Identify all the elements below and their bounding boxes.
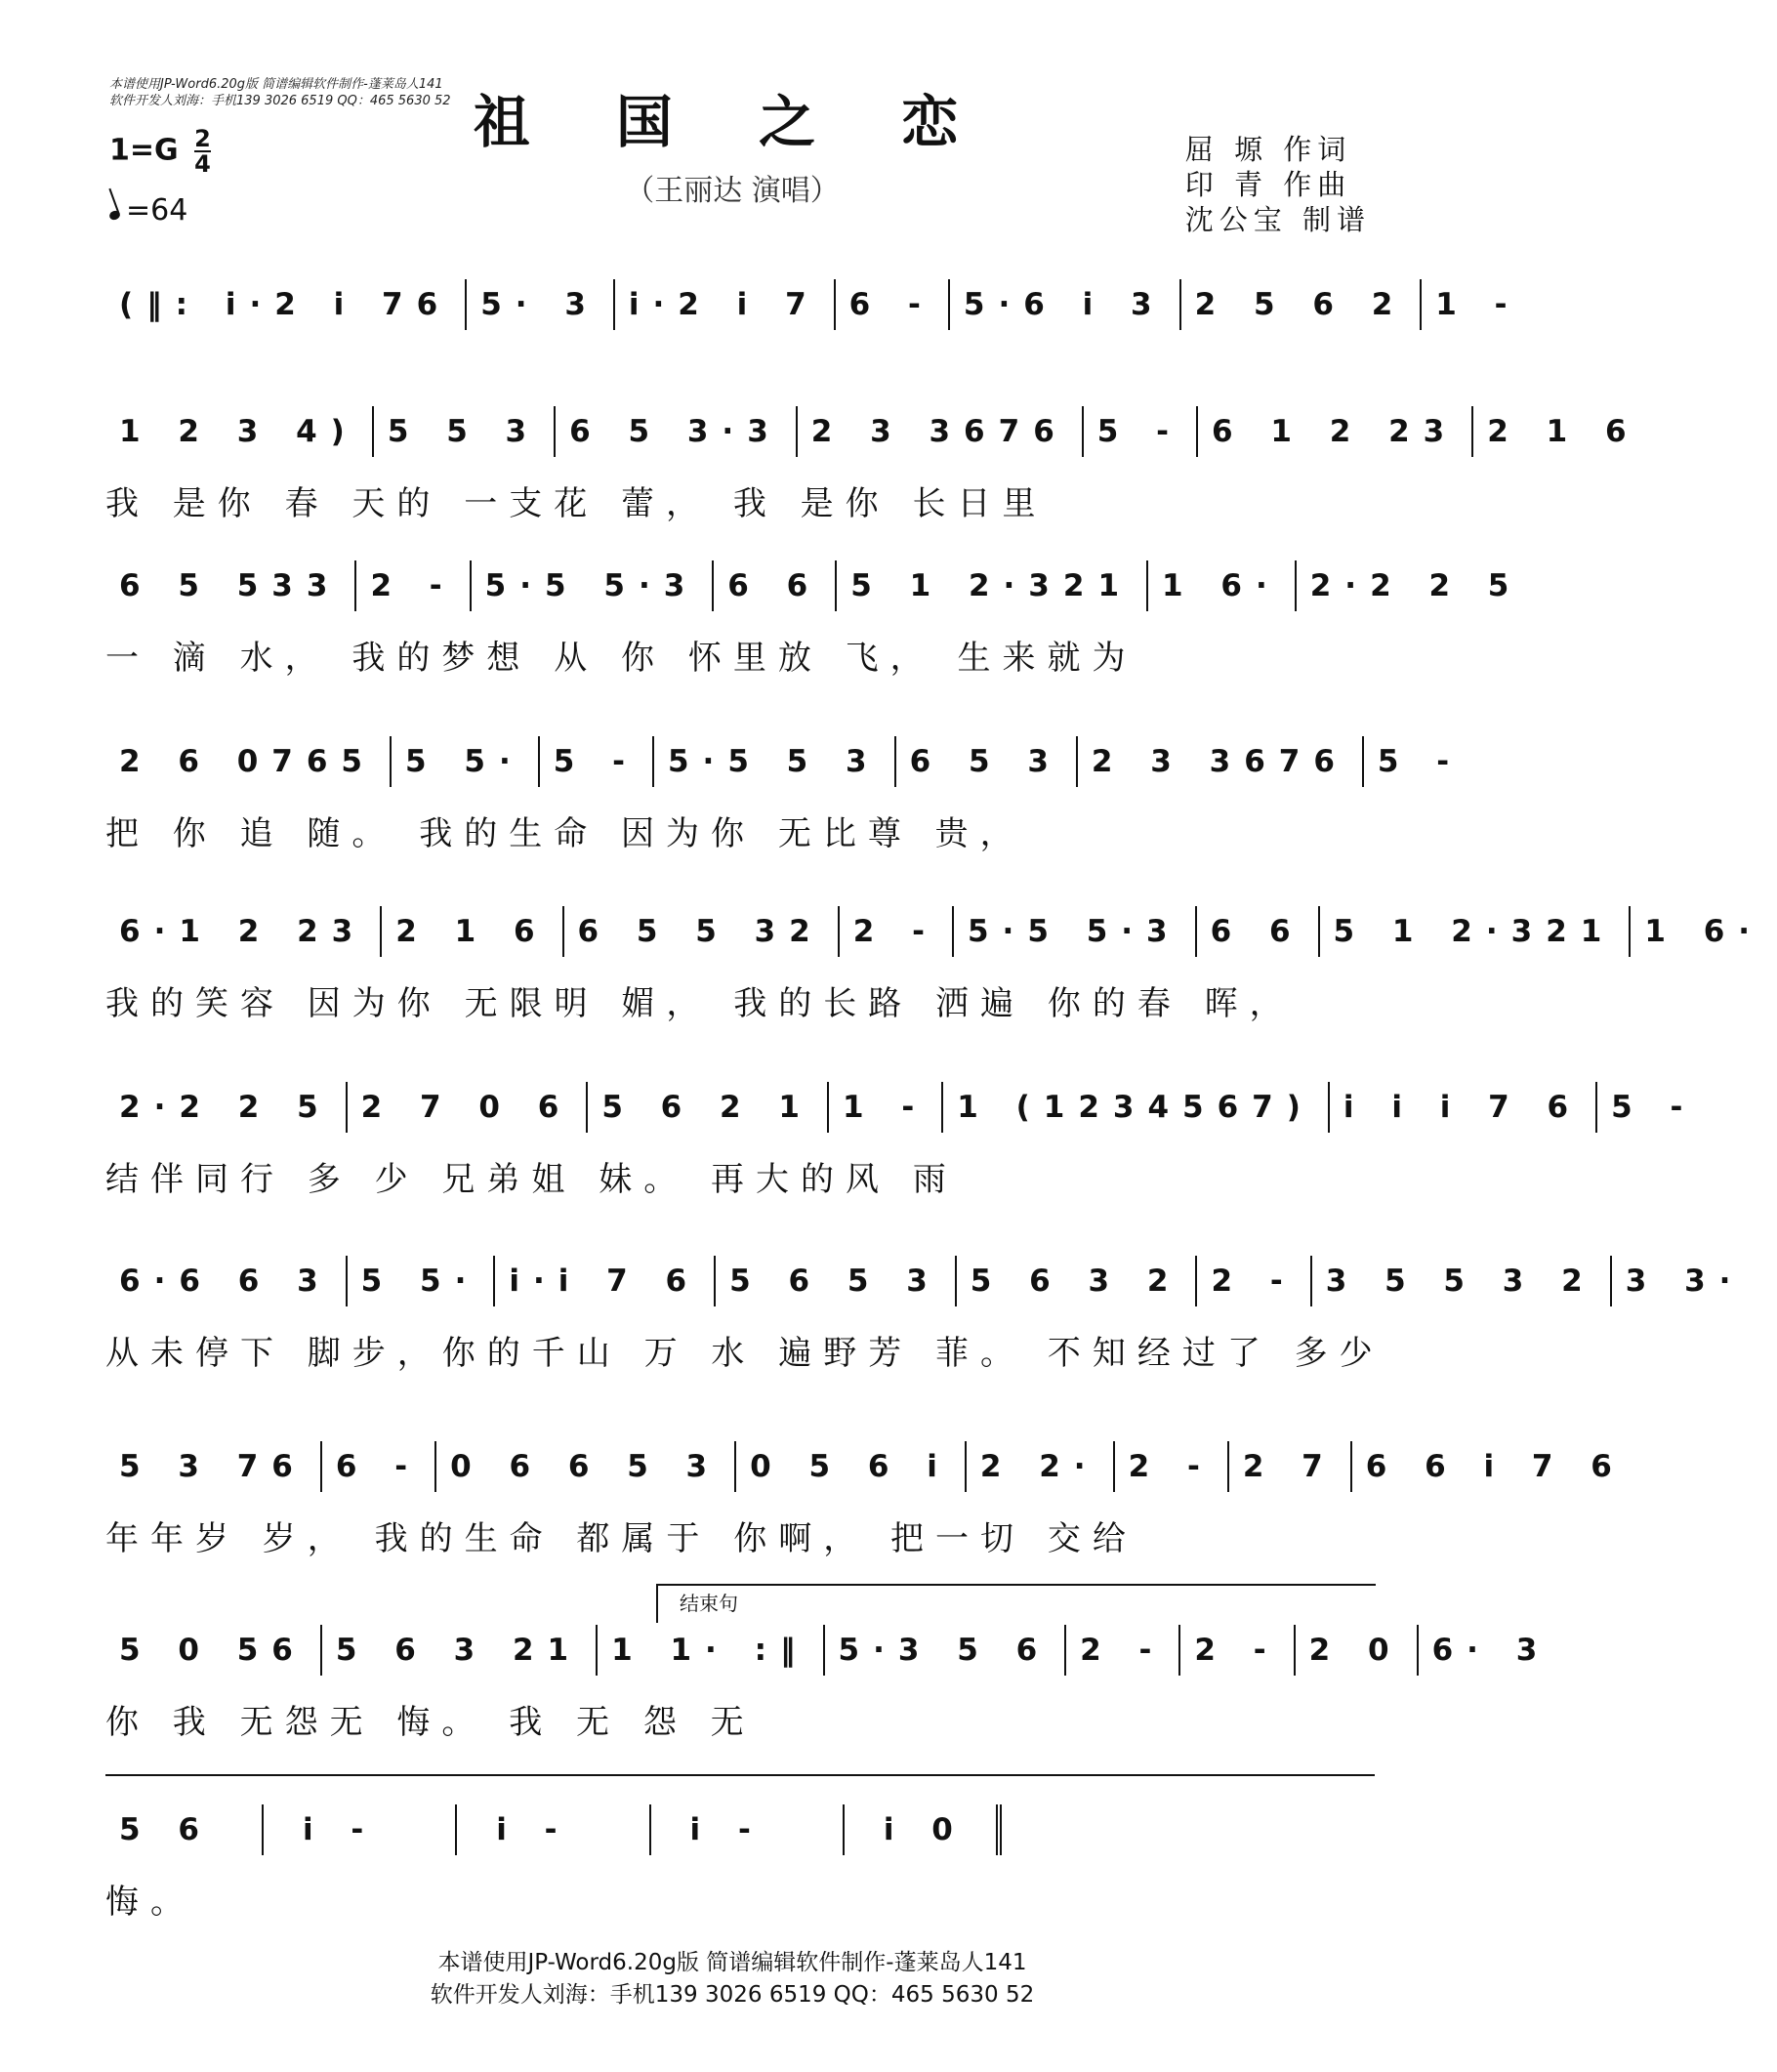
song-title: 祖 国 之 恋 bbox=[473, 89, 992, 155]
credits-block bbox=[1185, 132, 1371, 237]
measure: i·i 7 6 bbox=[495, 1256, 716, 1306]
measure: i - bbox=[264, 1804, 457, 1855]
notation-row bbox=[105, 410, 1640, 453]
measure: 1 (1234567) bbox=[943, 1082, 1330, 1133]
measure: 3 5 5 3 2 bbox=[1312, 1256, 1612, 1306]
singer-credit: （王丽达 演唱） bbox=[625, 174, 840, 208]
measure: 2 1 6 bbox=[382, 906, 563, 957]
measure: 5 6 3 21 bbox=[322, 1625, 598, 1676]
measure: i - bbox=[457, 1804, 650, 1855]
footer-line-1: 本谱使用JP-Word6.20g版 简谱编辑软件制作-蓬莱岛人141 bbox=[437, 1950, 1027, 1975]
measure: 2 - bbox=[1115, 1441, 1229, 1492]
notation-row bbox=[105, 910, 1764, 953]
measure: 5 - bbox=[1377, 744, 1464, 779]
footer-line-2: 软件开发人刘海：手机139 3026 6519 QQ：465 5630 52 bbox=[430, 1982, 1035, 2008]
measure: 2·2 2 5 bbox=[105, 1082, 348, 1133]
lyricist-credit: 屈 塬 作词 bbox=[1184, 133, 1352, 166]
measure: 6· 3 bbox=[1431, 1633, 1551, 1668]
quarter-note-icon bbox=[108, 209, 121, 221]
measure: 1 6· bbox=[1148, 560, 1297, 611]
lyrics-row: 悔。 bbox=[105, 1883, 195, 1922]
lyrics-row: 结伴同行 多 少 兄弟姐 妹。 再大的风 雨 bbox=[105, 1160, 958, 1199]
measure: 1 2 3 4) bbox=[105, 406, 374, 457]
measure: 2 0 bbox=[1296, 1625, 1419, 1676]
measure: 6 1 2 23 bbox=[1198, 406, 1473, 457]
measure: 6·1 2 23 bbox=[105, 906, 382, 957]
measure: 6 5 533 bbox=[105, 560, 356, 611]
measure: i 0 bbox=[845, 1804, 1002, 1855]
measure: 5·5 5 3 bbox=[654, 736, 896, 787]
measure: 2 1 6 bbox=[1487, 414, 1640, 449]
measure: 2 3 3676 bbox=[798, 406, 1084, 457]
notation-row bbox=[105, 740, 1464, 783]
measure: i·2 i 7 bbox=[615, 279, 836, 330]
software-credit-line-2: 软件开发人刘海：手机139 3026 6519 QQ：465 5630 52 bbox=[109, 94, 451, 108]
measure: 5 - bbox=[1084, 406, 1198, 457]
measure: 1 6· bbox=[1644, 914, 1764, 949]
measure: 2 7 bbox=[1229, 1441, 1352, 1492]
measure: 0 6 6 5 3 bbox=[436, 1441, 736, 1492]
measure: 5 5· bbox=[348, 1256, 496, 1306]
measure: 5 - bbox=[540, 736, 654, 787]
measure: 5 1 2·321 bbox=[1320, 906, 1632, 957]
lyrics-row: 从未停下 脚步，你的千山 万 水 遍野芳 菲。 不知经过了 多少 bbox=[105, 1334, 1384, 1373]
measure: 1 - bbox=[829, 1082, 943, 1133]
footer-credit bbox=[0, 1947, 1465, 2011]
measure: (‖: i·2 i 76 bbox=[105, 279, 467, 330]
measure: 2 6 0765 bbox=[105, 736, 392, 787]
measure: 2 - bbox=[1066, 1625, 1180, 1676]
lyrics-row: 你 我 无怨无 悔。 我 无 怨 无 bbox=[105, 1703, 756, 1742]
measure: i i i 7 6 bbox=[1330, 1082, 1597, 1133]
measure: 5 6 bbox=[105, 1804, 264, 1855]
measure: 5 0 56 bbox=[105, 1625, 322, 1676]
measure: 5 1 2·321 bbox=[837, 560, 1148, 611]
measure: 5 6 3 2 bbox=[957, 1256, 1198, 1306]
composer-credit: 印 青 作曲 bbox=[1184, 168, 1352, 201]
measure: 2 - bbox=[356, 560, 471, 611]
notation-row bbox=[105, 1808, 1375, 1851]
measure: 1 - bbox=[1435, 287, 1521, 322]
measure: 5· 3 bbox=[467, 279, 615, 330]
measure: 5·5 5·3 bbox=[472, 560, 715, 611]
notation-row bbox=[105, 1445, 1626, 1488]
measure: 6 5 3·3 bbox=[556, 406, 798, 457]
notation-row bbox=[105, 1260, 1745, 1303]
software-credit-line-1: 本谱使用JP-Word6.20g版 简谱编辑软件制作-蓬莱岛人141 bbox=[109, 77, 443, 92]
measure: 2 - bbox=[1197, 1256, 1311, 1306]
notation-row bbox=[105, 1629, 1551, 1672]
end-phrase-label: 结束句 bbox=[680, 1592, 738, 1615]
measure: 6 6 bbox=[1197, 906, 1320, 957]
notation-row bbox=[105, 564, 1523, 607]
measure: 5 6 2 1 bbox=[588, 1082, 829, 1133]
time-signature-bottom: 4 bbox=[194, 150, 211, 178]
measure: 6 5 3 bbox=[896, 736, 1078, 787]
lyrics-row: 年年岁 岁， 我的生命 都属于 你啊， 把一切 交给 bbox=[105, 1519, 1137, 1558]
lyrics-row: 一 滴 水， 我的梦想 从 你 怀里放 飞， 生来就为 bbox=[105, 639, 1137, 678]
key-signature bbox=[109, 127, 211, 176]
time-signature-top: 2 bbox=[194, 125, 211, 152]
measure: 2·2 2 5 bbox=[1309, 568, 1523, 603]
measure: 2 3 3676 bbox=[1078, 736, 1364, 787]
measure: 5 6 5 3 bbox=[716, 1256, 957, 1306]
measure: 2 7 0 6 bbox=[348, 1082, 589, 1133]
notation-row bbox=[105, 1086, 1697, 1129]
measure: 5 5 3 bbox=[374, 406, 556, 457]
measure: i - bbox=[651, 1804, 845, 1855]
measure: 6 5 5 32 bbox=[564, 906, 840, 957]
measure: 6 - bbox=[322, 1441, 436, 1492]
measure: 5·6 i 3 bbox=[950, 279, 1181, 330]
tempo-marking bbox=[109, 193, 187, 228]
key-label: 1=G bbox=[109, 133, 179, 168]
measure: 5·3 5 6 bbox=[825, 1625, 1067, 1676]
measure: 6 - bbox=[836, 279, 950, 330]
arranger-credit: 沈公宝 制谱 bbox=[1184, 203, 1371, 236]
measure: 5 3 76 bbox=[105, 1441, 322, 1492]
measure: 0 5 6 i bbox=[736, 1441, 967, 1492]
measure: 6 6 i 7 6 bbox=[1365, 1449, 1626, 1484]
measure: 2 2· bbox=[967, 1441, 1115, 1492]
notation-row bbox=[105, 283, 1521, 326]
tempo-value: =64 bbox=[126, 193, 188, 228]
end-phrase-bracket bbox=[656, 1584, 1376, 1623]
lyrics-row: 我的笑容 因为你 无限明 媚， 我的长路 洒遍 你的春 晖， bbox=[105, 984, 1295, 1023]
lyrics-row: 我 是你 春 天的 一支花 蕾， 我 是你 长日里 bbox=[105, 484, 1048, 523]
measure: 1 1· :‖ bbox=[598, 1625, 824, 1676]
time-signature bbox=[194, 127, 211, 176]
measure: 2 - bbox=[1180, 1625, 1295, 1676]
measure: 5 - bbox=[1611, 1090, 1697, 1125]
final-line-frame bbox=[105, 1774, 1375, 1776]
measure: 5 5· bbox=[392, 736, 540, 787]
measure: 2 5 6 2 bbox=[1181, 279, 1423, 330]
measure: 5·5 5·3 bbox=[954, 906, 1197, 957]
measure: 6·6 6 3 bbox=[105, 1256, 348, 1306]
measure: 2 - bbox=[840, 906, 954, 957]
measure: 6 6 bbox=[714, 560, 837, 611]
lyrics-row: 把 你 追 随。 我的生命 因为你 无比尊 贵， bbox=[105, 814, 1025, 853]
measure: 3 3· bbox=[1625, 1264, 1745, 1299]
